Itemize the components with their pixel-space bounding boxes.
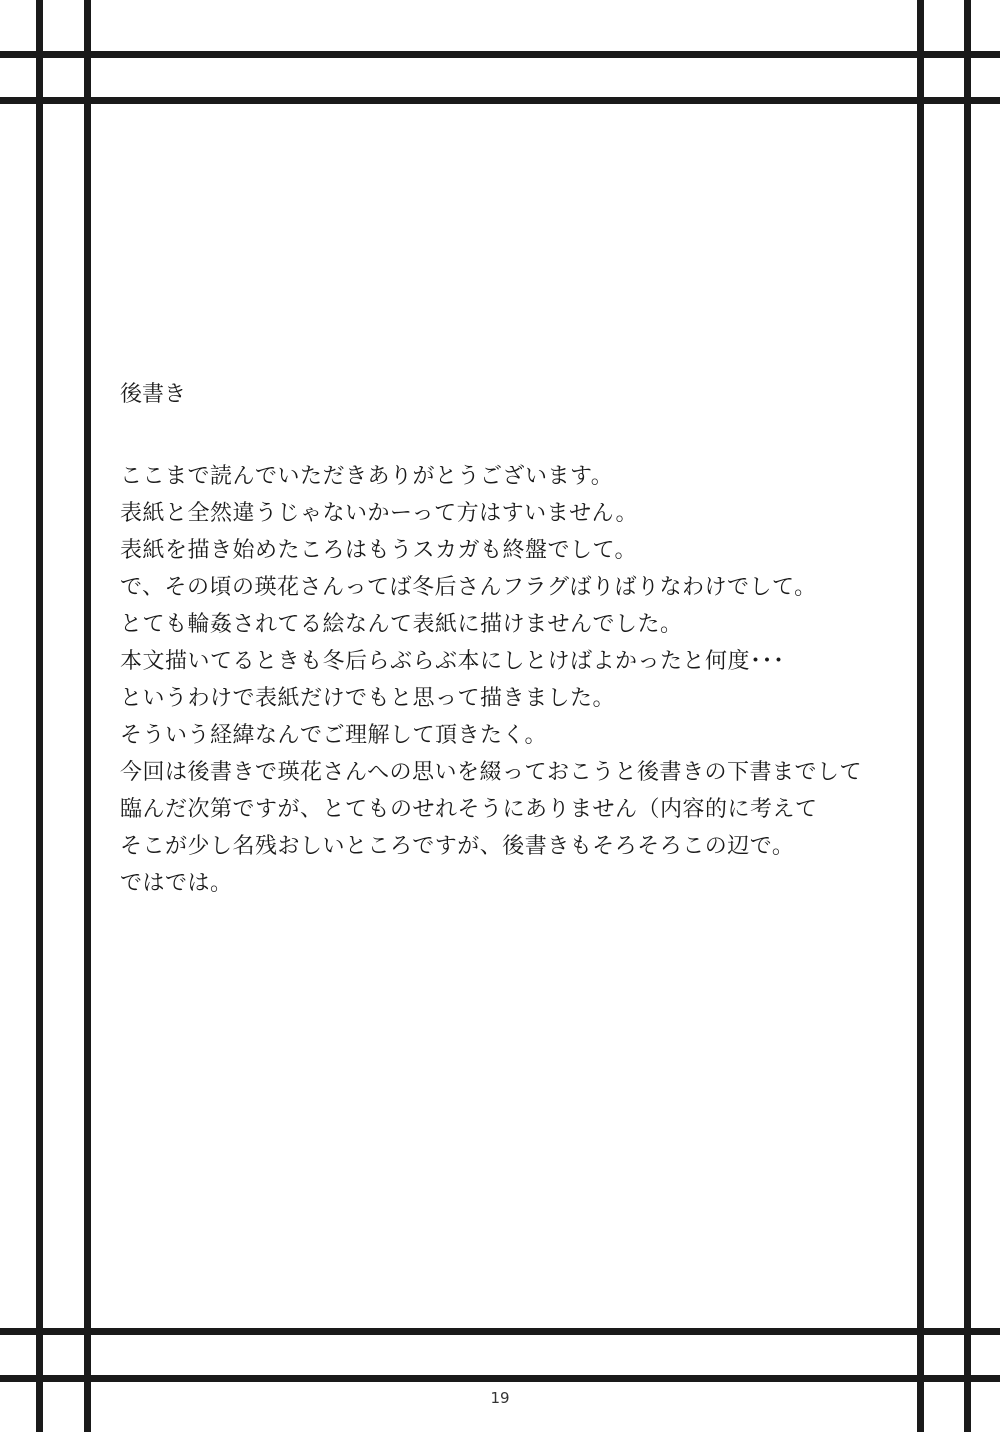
afterword-line: 今回は後書きで瑛花さんへの思いを綴っておこうと後書きの下書までして: [120, 760, 863, 785]
afterword-line: 表紙と全然違うじゃないかーって方はすいません。: [120, 501, 638, 526]
afterword-line: 本文描いてるときも冬后らぶらぶ本にしとけばよかったと何度･･･: [120, 649, 785, 674]
afterword-line: 臨んだ次第ですが、とてものせれそうにありません（内容的に考えて: [120, 797, 818, 822]
afterword-line: とても輪姦されてる絵なんて表紙に描けませんでした。: [120, 612, 683, 637]
afterword-line: というわけで表紙だけでもと思って描きました。: [120, 686, 616, 711]
afterword-line: で、その頃の瑛花さんってば冬后さんフラグばりばりなわけでして。: [120, 575, 817, 600]
frame-vertical-outer-right: [964, 0, 971, 1432]
afterword-content: [120, 378, 910, 902]
frame-vertical-inner-right: [917, 0, 924, 1432]
frame-horizontal-bottom-inner: [0, 1328, 1000, 1335]
afterword-line: ではでは。: [120, 871, 233, 896]
afterword-line: そこが少し名残おしいところですが、後書きもそろそろこの辺で。: [120, 834, 795, 859]
frame-horizontal-top-inner: [0, 97, 1000, 104]
frame-vertical-outer-left: [36, 0, 43, 1432]
afterword-line: 表紙を描き始めたころはもうスカガも終盤でして。: [120, 538, 638, 563]
frame-vertical-inner-left: [84, 0, 91, 1432]
page-number: 19: [490, 1389, 510, 1407]
frame-horizontal-top-outer: [0, 51, 1000, 58]
afterword-line: ここまで読んでいただきありがとうございます。: [120, 464, 614, 489]
frame-horizontal-bottom-outer: [0, 1375, 1000, 1382]
afterword-line: そういう経緯なんでご理解して頂きたく。: [120, 723, 548, 748]
afterword-heading: 後書き: [120, 382, 187, 407]
